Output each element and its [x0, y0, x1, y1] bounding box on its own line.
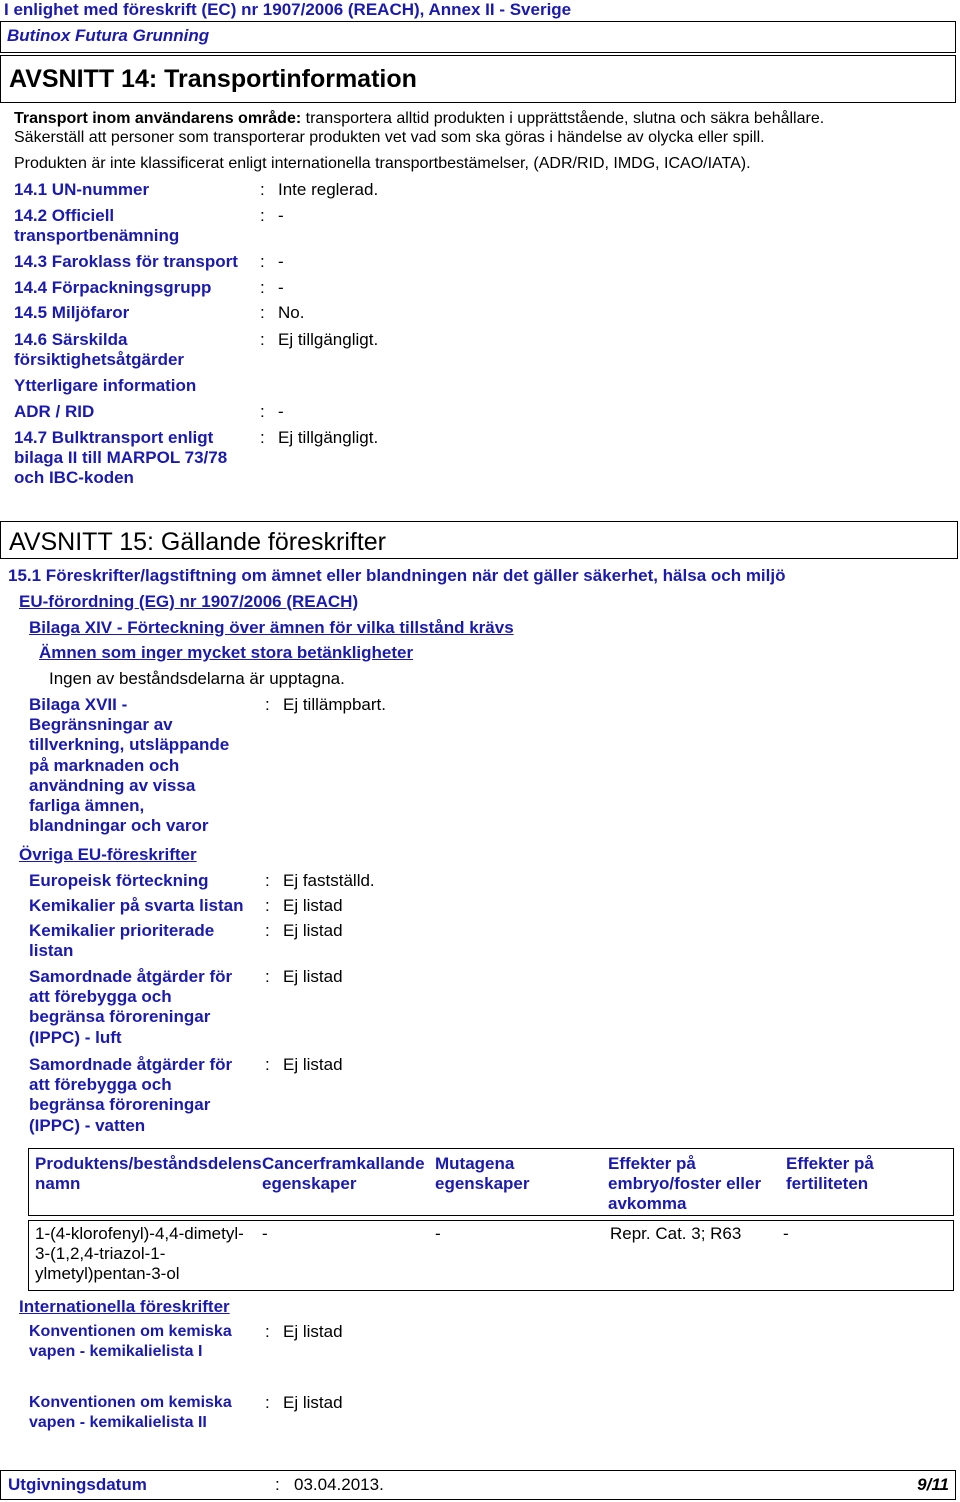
table-data-cell-line: -: [435, 1224, 441, 1243]
eu-regulation-label-line: Samordnade åtgärder för: [29, 1055, 233, 1074]
transport-row-label: 14.5 Miljöfaror: [14, 303, 130, 322]
transport-row-colon: :: [260, 330, 265, 349]
international-heading: Internationella föreskrifter: [19, 1297, 230, 1316]
transport-row-colon: :: [260, 252, 265, 271]
other-eu-heading: Övriga EU-föreskrifter: [19, 845, 197, 864]
transport-row-value: No.: [278, 303, 305, 322]
table-header-cell-line: Effekter på: [608, 1154, 696, 1173]
table-header-cell-line: namn: [35, 1174, 81, 1194]
table-header-cell-line: avkomma: [608, 1194, 687, 1214]
section-15-header: [0, 521, 958, 559]
annex-xvii-label-line: blandningar och varor: [29, 816, 209, 836]
marpol-colon: :: [260, 428, 265, 447]
adr-rid-label: ADR / RID: [14, 402, 95, 421]
annex-xvii-value: Ej tillämpbart.: [283, 695, 386, 714]
annex-xvii-label-line: Bilaga XVII -: [29, 695, 128, 714]
eu-reach-heading: EU-förordning (EG) nr 1907/2006 (REACH): [19, 592, 359, 611]
international-value: Ej listad: [283, 1322, 343, 1341]
table-header-cell-line: embryo/foster eller: [608, 1174, 762, 1194]
transport-row-label-line-2: försiktighetsåtgärder: [14, 350, 185, 369]
table-header-cell-line: Effekter på: [786, 1154, 874, 1173]
eu-regulation-colon: :: [265, 896, 270, 915]
transport-row-value: -: [278, 206, 284, 225]
footer-box: [0, 1470, 956, 1500]
eu-regulation-value: Ej fastställd.: [283, 871, 375, 890]
section-15-1-heading: 15.1 Föreskrifter/lagstiftning om ämnet eller blandningen när det gäller säkerhet, hälsa och miljö: [8, 566, 786, 585]
eu-regulation-label-line: (IPPC) - luft: [29, 1027, 122, 1047]
transport-row-value: -: [278, 278, 284, 297]
transport-row-label-line-2: transportbenämning: [14, 226, 180, 245]
eu-regulation-colon: :: [265, 921, 270, 940]
transport-row-colon: :: [260, 303, 265, 322]
issue-date-value: 03.04.2013.: [294, 1475, 384, 1494]
transport-row-label: 14.4 Förpackningsgrupp: [14, 278, 212, 297]
transport-row-colon: :: [260, 278, 265, 297]
table-data-cell-line: 3-(1,2,4-triazol-1-: [35, 1244, 166, 1264]
eu-regulation-label-line: listan: [29, 941, 74, 961]
marpol-label-line-2: bilaga II till MARPOL 73/78: [14, 448, 228, 467]
transport-row-colon: :: [260, 206, 265, 225]
table-header-cell-line: Produktens/beståndsdelens: [35, 1154, 262, 1173]
product-name-box: [0, 21, 956, 53]
table-header-cell-line: Mutagena: [435, 1154, 515, 1173]
international-label-line: vapen - kemikalielista II: [29, 1413, 207, 1431]
international-label-line: Konventionen om kemiska: [29, 1394, 232, 1411]
table-data-cell-line: -: [262, 1224, 268, 1243]
transport-row-label: 14.6 Särskilda: [14, 330, 128, 349]
annex-xiv-heading: Bilaga XIV - Förteckning över ämnen för vilka tillstånd krävs: [29, 618, 514, 637]
eu-regulation-label-line: begränsa föroreningar: [29, 1007, 211, 1027]
document-regulation-title: I enlighet med föreskrift (EC) nr 1907/2006 (REACH), Annex II - Sverige: [4, 0, 572, 19]
marpol-label-line-3: och IBC-koden: [14, 468, 134, 487]
eu-regulation-label-line: begränsa föroreningar: [29, 1095, 211, 1115]
svhc-heading: Ämnen som inger mycket stora betänkligheter: [39, 643, 414, 662]
transport-row-label: 14.1 UN-nummer: [14, 180, 150, 199]
international-label-line: vapen - kemikalielista I: [29, 1342, 203, 1360]
eu-regulation-label-line: Kemikalier prioriterade: [29, 921, 215, 940]
eu-regulation-colon: :: [265, 967, 270, 986]
table-data-cell-line: Repr. Cat. 3; R63: [610, 1224, 742, 1243]
eu-regulation-label-line: Europeisk förteckning: [29, 871, 209, 890]
svhc-none-text: Ingen av beståndsdelarna är upptagna.: [49, 669, 345, 688]
adr-rid-value: -: [278, 402, 284, 421]
table-header-cell-line: egenskaper: [435, 1174, 530, 1194]
section-14-header: [0, 55, 956, 103]
eu-regulation-value: Ej listad: [283, 921, 343, 940]
transport-row-value: Ej tillgängligt.: [278, 330, 379, 349]
adr-rid-colon: :: [260, 402, 265, 421]
eu-regulation-colon: :: [265, 871, 270, 890]
marpol-label-line-1: 14.7 Bulktransport enligt: [14, 428, 214, 447]
transport-intro-3: Produkten är inte klassificerat enligt internationella transportbestämelser, (ADR/RID, IMDG, ICAO/IATA).: [14, 155, 751, 172]
table-data-cell-line: 1-(4-klorofenyl)-4,4-dimetyl-: [35, 1224, 244, 1243]
eu-regulation-label-line: att förebygga och: [29, 987, 172, 1007]
table-header-cell-line: fertiliteten: [786, 1174, 869, 1194]
page-number: 9/11: [917, 1475, 949, 1494]
transport-row-value: Inte reglerad.: [278, 180, 379, 199]
annex-xvii-label-line: tillverkning, utsläppande: [29, 735, 230, 755]
eu-regulation-label-line: Samordnade åtgärder för: [29, 967, 233, 986]
table-data-cell-line: -: [783, 1224, 789, 1243]
eu-regulation-label-line: (IPPC) - vatten: [29, 1115, 146, 1135]
table-data-cell-line: ylmetyl)pentan-3-ol: [35, 1264, 180, 1284]
eu-regulation-value: Ej listad: [283, 896, 343, 915]
transport-row-value: -: [278, 252, 284, 271]
eu-regulation-value: Ej listad: [283, 967, 343, 986]
transport-intro-2: Säkerställ att personer som transporterar produkten vet vad som ska göras i händelse av olycka eller spill.: [14, 129, 765, 146]
annex-xvii-colon: :: [265, 695, 270, 714]
annex-xvii-label-line: användning av vissa: [29, 775, 196, 795]
table-header-cell-line: Cancerframkallande: [262, 1154, 425, 1173]
marpol-value: Ej tillgängligt.: [278, 428, 379, 447]
international-label-line: Konventionen om kemiska: [29, 1323, 232, 1340]
eu-regulation-label-line: Kemikalier på svarta listan: [29, 896, 244, 915]
eu-regulation-colon: :: [265, 1055, 270, 1074]
international-colon: :: [265, 1393, 270, 1412]
eu-regulation-value: Ej listad: [283, 1055, 343, 1074]
intro-rest: transportera alltid produkten i upprättstående, slutna och säkra behållare.: [301, 110, 825, 127]
intro-bold: Transport inom användarens område:: [14, 110, 302, 127]
transport-intro: [14, 110, 824, 128]
annex-xvii-label-line: på marknaden och: [29, 755, 180, 775]
issue-date-colon: :: [275, 1475, 280, 1494]
transport-row-label: 14.2 Officiell: [14, 206, 115, 225]
section-15-title: AVSNITT 15: Gällande föreskrifter: [9, 528, 387, 556]
table-header-cell-line: egenskaper: [262, 1174, 357, 1194]
annex-xvii-label-line: Begränsningar av: [29, 715, 173, 735]
transport-row-colon: :: [260, 180, 265, 199]
annex-xvii-label-line: farliga ämnen,: [29, 796, 145, 815]
issue-date-label: Utgivningsdatum: [8, 1475, 147, 1494]
product-name: Butinox Futura Grunning: [7, 26, 210, 45]
additional-info-heading: Ytterligare information: [14, 376, 197, 395]
section-14-title: AVSNITT 14: Transportinformation: [9, 65, 417, 93]
international-value: Ej listad: [283, 1393, 343, 1412]
transport-row-label: 14.3 Faroklass för transport: [14, 252, 238, 271]
international-colon: :: [265, 1322, 270, 1341]
eu-regulation-label-line: att förebygga och: [29, 1075, 172, 1095]
